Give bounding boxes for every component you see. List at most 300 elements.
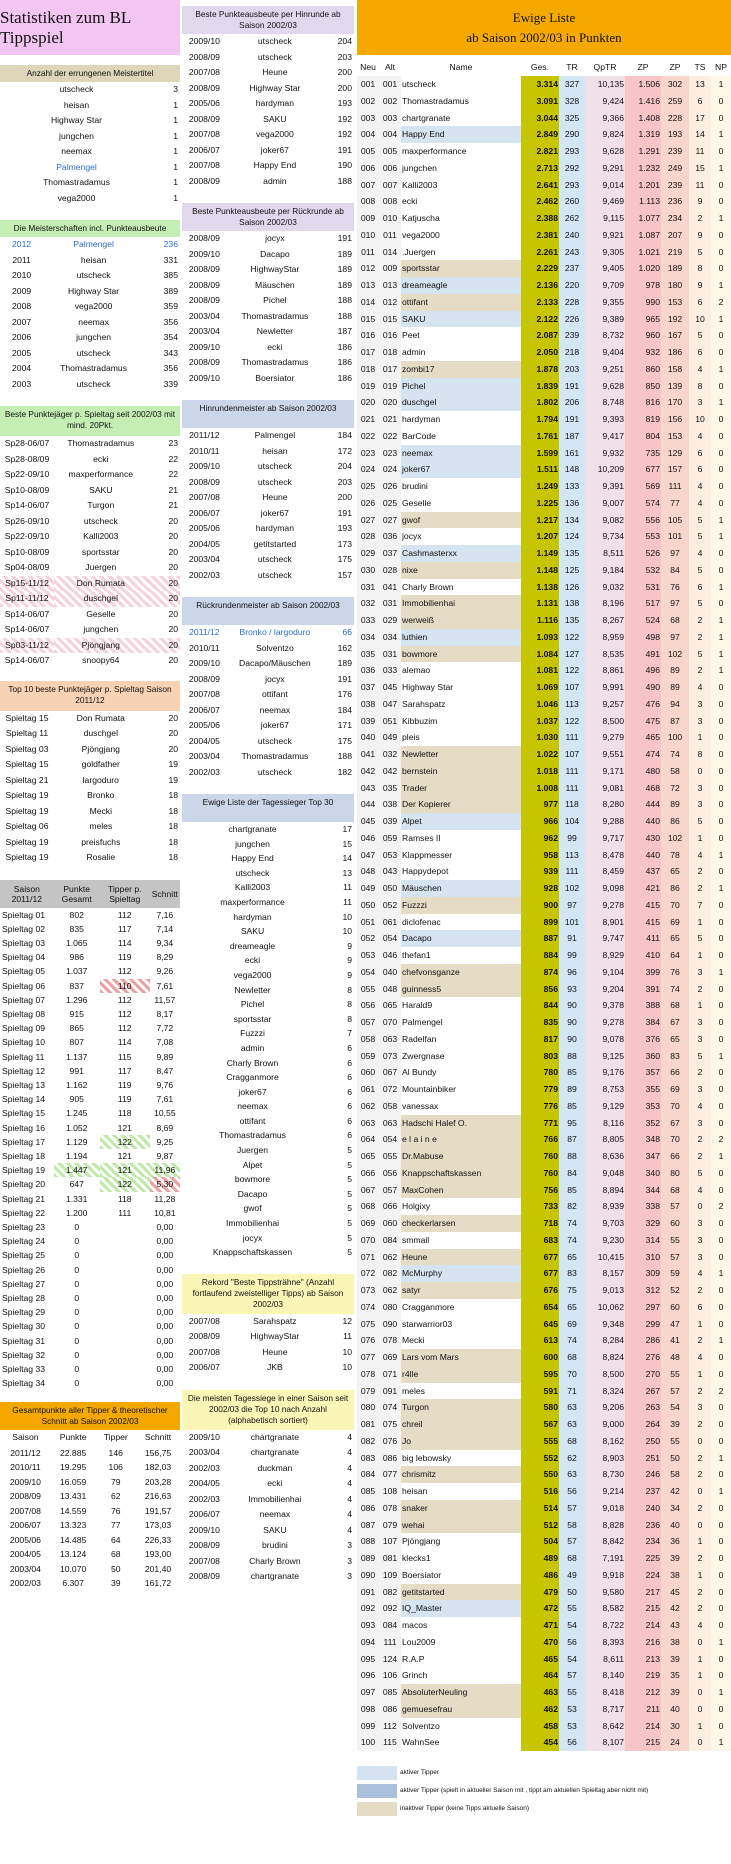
tipper-name: Klappmesser <box>402 849 453 860</box>
table-cell: 2007 <box>12 316 32 327</box>
table-cell: utscheck <box>257 766 292 777</box>
table-cell: 8,47 <box>156 1065 174 1076</box>
table-cell: 11 <box>343 882 352 893</box>
zp: 344 <box>625 1182 661 1199</box>
table-row <box>357 327 731 344</box>
rank-new: 083 <box>357 1450 379 1467</box>
zp: 1.021 <box>625 244 661 261</box>
table-row <box>182 81 354 97</box>
zp2: 64 <box>661 947 689 964</box>
rank-old: 039 <box>379 813 401 830</box>
table-cell: snoopy64 <box>82 655 120 665</box>
rank-old: 109 <box>379 1567 401 1584</box>
table-row <box>182 371 354 387</box>
qptr: 9,348 <box>585 1316 625 1333</box>
table-row <box>0 1489 180 1504</box>
table-cell: 9 <box>347 955 352 966</box>
qptr: 9,115 <box>585 210 625 227</box>
ewige-header-row <box>357 59 731 76</box>
rank-old: 062 <box>379 1249 401 1266</box>
zp2: 38 <box>661 1567 689 1584</box>
table-cell: 13.124 <box>59 1549 87 1560</box>
table-cell: 2003/04 <box>188 751 220 761</box>
table-cell: maxperformance <box>220 896 285 907</box>
table-row <box>0 560 180 576</box>
ts: 3 <box>689 1031 711 1048</box>
table-row <box>357 512 731 529</box>
table-cell: 2004/05 <box>9 1549 41 1560</box>
np: 0 <box>711 344 731 361</box>
table-row <box>182 324 354 340</box>
ts: 1 <box>689 1567 711 1584</box>
table-cell: Mecki <box>89 805 113 816</box>
rank-new: 044 <box>357 796 379 813</box>
table-cell: 203 <box>337 476 352 487</box>
table-cell: Spieltag 01 <box>2 909 46 920</box>
table-row <box>357 1600 731 1617</box>
table-cell: 114 <box>117 937 132 948</box>
table-cell: Sp11-11/12 <box>0 591 54 607</box>
table-row <box>182 718 354 734</box>
tipper-name: Highway Star <box>402 682 454 692</box>
table-row <box>357 76 731 93</box>
tr: 71 <box>559 1383 585 1400</box>
table-cell: vega2000 <box>57 192 96 203</box>
qptr: 7,191 <box>585 1550 625 1567</box>
zp: 860 <box>625 361 661 378</box>
qptr: 8,162 <box>585 1433 625 1450</box>
table-cell: 110 <box>100 979 150 993</box>
table-cell: Bronko <box>87 790 115 800</box>
table-row <box>182 672 354 688</box>
table-row <box>357 160 731 177</box>
rank-old: 025 <box>379 495 401 512</box>
table-cell: 2010 <box>12 270 32 280</box>
table-row <box>0 1248 180 1262</box>
ts: 0 <box>689 1634 711 1651</box>
ts: 5 <box>689 1048 711 1065</box>
table-row <box>357 277 731 294</box>
tr: 113 <box>559 696 585 713</box>
table-cell: 339 <box>163 378 178 389</box>
table-cell: 0 <box>74 1321 80 1332</box>
tr: 56 <box>559 1634 585 1651</box>
tr: 243 <box>559 244 585 261</box>
zp2: 42 <box>661 1483 689 1500</box>
table-cell: 0,00 <box>156 1349 174 1360</box>
table-row <box>357 1500 731 1517</box>
rank-new: 037 <box>357 679 379 696</box>
tr: 53 <box>559 1701 585 1718</box>
tr: 107 <box>559 746 585 763</box>
ts: 7 <box>689 897 711 914</box>
table-row <box>0 529 180 545</box>
table-cell: 7,72 <box>156 1023 174 1034</box>
tipper-name: Lou2009 <box>402 1636 436 1647</box>
np: 0 <box>711 897 731 914</box>
tr: 68 <box>559 1433 585 1450</box>
zp2: 35 <box>661 1667 689 1684</box>
table-row <box>182 837 354 852</box>
rank-old: 016 <box>379 327 401 344</box>
table-cell: 22 <box>168 469 178 479</box>
zp: 440 <box>625 847 661 864</box>
table-row <box>0 653 180 669</box>
table-cell: 119 <box>117 952 132 963</box>
table-row <box>0 993 180 1007</box>
table-cell: largoduro <box>82 774 119 785</box>
qptr: 9,230 <box>585 1232 625 1249</box>
table-row <box>0 268 180 284</box>
table-row <box>357 1215 731 1232</box>
points-total: 2.229 <box>521 260 559 277</box>
tipper-name: Fuzzzi <box>401 897 521 914</box>
zp2: 207 <box>661 227 689 244</box>
rank-new: 100 <box>357 1734 379 1751</box>
rank-old: 021 <box>379 411 401 428</box>
qptr: 8,753 <box>585 1081 625 1098</box>
ts: 5 <box>689 327 711 344</box>
zp2: 36 <box>661 1533 689 1550</box>
table-cell: 76 <box>110 1505 121 1516</box>
table-cell: 17 <box>342 824 352 834</box>
table-cell: Newletter <box>234 984 271 995</box>
table-cell: Sp28-08/09 <box>4 453 50 464</box>
points-total: 580 <box>521 1399 559 1416</box>
np: 0 <box>711 1031 731 1048</box>
points-total: 1.217 <box>521 512 559 529</box>
zp2: 68 <box>661 1182 689 1199</box>
hinrundenmeister-table <box>182 428 354 583</box>
rank-new: 014 <box>357 294 379 311</box>
tr: 49 <box>559 1567 585 1584</box>
tr: 125 <box>559 562 585 579</box>
tr: 107 <box>559 679 585 696</box>
table-cell: 389 <box>163 285 178 296</box>
table-cell: 14.485 <box>59 1534 87 1545</box>
tipper-name: admin <box>402 347 426 357</box>
rank-new: 070 <box>357 1232 379 1249</box>
zp2: 97 <box>661 545 689 562</box>
table-cell: 905 <box>69 1094 84 1105</box>
table-cell: 18 <box>168 821 178 831</box>
table-row <box>357 1165 731 1182</box>
zp: 1.232 <box>625 160 661 177</box>
table-cell: jocyx <box>265 233 285 243</box>
table-cell: 203,28 <box>144 1476 172 1487</box>
table-cell: Spieltag 03 <box>2 937 46 948</box>
zp: 430 <box>625 830 661 847</box>
zp2: 186 <box>661 344 689 361</box>
rank-old: 038 <box>379 796 401 813</box>
table-row <box>357 997 731 1014</box>
tipper-name: Holgixy <box>402 1201 431 1212</box>
ts: 3 <box>689 964 711 981</box>
zp2: 60 <box>661 1215 689 1232</box>
points-total: 555 <box>521 1433 559 1450</box>
table-cell: 356 <box>163 316 178 327</box>
rank-new: 078 <box>357 1366 379 1383</box>
table-cell: 2009/10 <box>188 372 220 383</box>
table-cell: 193,00 <box>144 1549 172 1560</box>
table-cell: neemax <box>78 316 109 327</box>
table-cell: 117 <box>117 923 132 934</box>
rank-new: 050 <box>357 897 379 914</box>
table-cell: Palmengel <box>56 161 97 172</box>
table-cell: Thomastradamus <box>241 310 309 321</box>
points-total: 1.839 <box>521 378 559 395</box>
table-row <box>182 1523 354 1539</box>
table-cell: 192 <box>337 113 352 124</box>
ts: 6 <box>689 445 711 462</box>
points-total: 835 <box>521 1014 559 1031</box>
table-row <box>357 579 731 596</box>
rank-new: 051 <box>357 914 379 931</box>
rank-new: 060 <box>357 1064 379 1081</box>
np: 0 <box>711 1165 731 1182</box>
zp2: 57 <box>661 1249 689 1266</box>
np: 0 <box>711 930 731 947</box>
table-row <box>0 1348 180 1362</box>
zp: 347 <box>625 1148 661 1165</box>
table-cell <box>100 1334 150 1348</box>
table-cell: 10,81 <box>154 1207 176 1218</box>
zp: 329 <box>625 1215 661 1232</box>
qptr: 10,135 <box>585 76 625 93</box>
table-row <box>0 1263 180 1277</box>
rank-old: 006 <box>379 160 401 177</box>
table-cell: 2008/09 <box>188 51 220 62</box>
table-cell <box>100 1277 150 1291</box>
table-cell: 2009/10 <box>188 658 220 668</box>
ts: 13 <box>689 76 711 93</box>
np: 0 <box>711 1232 731 1249</box>
table-cell: 182 <box>337 766 352 777</box>
table-cell: 0,00 <box>156 1250 174 1261</box>
ts: 5 <box>689 1165 711 1182</box>
table-cell: Spieltag 15 <box>5 712 49 723</box>
zp2: 89 <box>661 796 689 813</box>
table-cell: 2008/09 <box>9 1491 41 1502</box>
table-row <box>357 1299 731 1316</box>
points-total: 1.511 <box>521 461 559 478</box>
ts: 5 <box>689 930 711 947</box>
zp: 475 <box>625 713 661 730</box>
tipper-name: brudini <box>402 481 428 491</box>
tr: 50 <box>559 1584 585 1601</box>
tipper-name: IQ_Master <box>401 1600 521 1617</box>
zp: 299 <box>625 1316 661 1333</box>
rank-old: 054 <box>379 1131 401 1148</box>
qptr: 9,580 <box>585 1584 625 1601</box>
table-row <box>357 1483 731 1500</box>
table-cell: Heune <box>262 1346 288 1357</box>
table-cell: 2002/03 <box>188 569 220 580</box>
ts: 3 <box>689 1115 711 1132</box>
table-cell: 119 <box>117 1094 132 1105</box>
qptr: 8,324 <box>585 1383 625 1400</box>
tipper-name: Happy End <box>401 126 521 143</box>
table-cell: 114 <box>117 1037 132 1048</box>
table-row <box>357 1182 731 1199</box>
zp2: 87 <box>661 713 689 730</box>
zp: 399 <box>625 964 661 981</box>
tipper-name: Pichel <box>401 378 521 395</box>
np: 1 <box>711 1265 731 1282</box>
table-cell: 3 <box>173 84 178 94</box>
tr: 65 <box>559 1249 585 1266</box>
tr: 90 <box>559 1031 585 1048</box>
table-cell: 5 <box>347 1159 352 1170</box>
zp2: 70 <box>661 1098 689 1115</box>
table-cell: heisan <box>262 445 288 456</box>
table-cell: 7,14 <box>156 923 174 934</box>
hinrundenmeister-header: Hinrundenmeister ab Saison 2002/03 <box>182 400 354 428</box>
table-cell: Spieltag 12 <box>2 1065 46 1076</box>
table-row <box>182 293 354 309</box>
points-total: 756 <box>521 1182 559 1199</box>
tr: 191 <box>559 411 585 428</box>
tipper-name: bowmore <box>401 646 521 663</box>
qptr: 9,404 <box>585 344 625 361</box>
table-row <box>357 1584 731 1601</box>
zp: 1.506 <box>625 76 661 93</box>
qptr: 9,291 <box>585 160 625 177</box>
table-row <box>182 34 354 50</box>
tipper-name: Hadschi Halef O. <box>401 1115 521 1132</box>
ts: 2 <box>689 1466 711 1483</box>
table-row <box>0 979 180 993</box>
tr: 54 <box>559 1651 585 1668</box>
table-cell: 171 <box>337 720 352 730</box>
tipper-name: MaxCohen <box>401 1182 521 1199</box>
table-row <box>357 1098 731 1115</box>
table-row <box>357 394 731 411</box>
tr: 90 <box>559 997 585 1014</box>
tr: 63 <box>559 1399 585 1416</box>
tipper-name: .Juergen <box>402 246 436 257</box>
table-cell: Spieltag 28 <box>2 1292 46 1303</box>
np: 1 <box>711 76 731 93</box>
points-total: 718 <box>521 1215 559 1232</box>
zp: 219 <box>625 1667 661 1684</box>
ts: 8 <box>689 746 711 763</box>
points-total: 464 <box>521 1667 559 1684</box>
rank-old: 012 <box>379 294 401 311</box>
table-cell: Spieltag 07 <box>2 994 46 1005</box>
tipper-name: gemuesefrau <box>401 1701 521 1718</box>
table-cell: Immobilienhai <box>248 1493 302 1504</box>
table-cell: sportsstar <box>233 1013 272 1024</box>
table-cell: 0,00 <box>156 1236 174 1247</box>
table-row <box>357 763 731 780</box>
zp: 224 <box>625 1567 661 1584</box>
tipper-name: neemax <box>401 445 521 462</box>
table-cell: 2011/12 <box>189 627 220 637</box>
table-cell: preisfuchs <box>81 836 121 847</box>
zp: 490 <box>625 679 661 696</box>
zp: 1.416 <box>625 93 661 110</box>
qptr: 9,747 <box>585 930 625 947</box>
qptr: 8,418 <box>585 1684 625 1701</box>
zp: 267 <box>625 1383 661 1400</box>
points-total: 567 <box>521 1416 559 1433</box>
tr: 118 <box>559 796 585 813</box>
ts: 1 <box>689 1316 711 1333</box>
rank-new: 089 <box>357 1550 379 1567</box>
table-cell: 20 <box>168 624 178 634</box>
table-row <box>357 662 731 679</box>
table-cell: Spieltag 17 <box>2 1136 46 1147</box>
qptr: 9,014 <box>585 177 625 194</box>
tr: 56 <box>559 1734 585 1751</box>
table-cell: 122 <box>100 1135 150 1149</box>
table-cell: vega2000 <box>233 969 272 980</box>
table-cell: 2008/09 <box>188 279 220 290</box>
np: 0 <box>711 461 731 478</box>
table-cell: 191 <box>337 673 352 684</box>
table-cell: Mäuschen <box>255 279 295 290</box>
np: 0 <box>711 1098 731 1115</box>
table-cell: 2007/08 <box>188 160 220 170</box>
points-total: 856 <box>521 981 559 998</box>
rank-new: 087 <box>357 1517 379 1534</box>
rank-new: 081 <box>357 1416 379 1433</box>
qptr: 8,929 <box>585 947 625 964</box>
table-row <box>357 1667 731 1684</box>
table-cell: 10 <box>342 1346 352 1357</box>
tipper-name: Cashmasterxx <box>401 545 521 562</box>
table-row <box>357 930 731 947</box>
ts: 4 <box>689 1617 711 1634</box>
table-cell: 2004/05 <box>188 538 220 549</box>
qptr: 8,611 <box>585 1651 625 1668</box>
ts: 2 <box>689 1131 711 1148</box>
table-cell: 2004/05 <box>188 735 220 746</box>
tr: 90 <box>559 1014 585 1031</box>
table-cell: 11 <box>343 896 352 907</box>
table-cell: 2011 <box>12 254 31 265</box>
punktejaeger-header: Beste Punktejäger p. Spieltag seit 2002/03 mit mind. 20Pkt. <box>0 406 180 436</box>
qptr: 8,824 <box>585 1349 625 1366</box>
table-row <box>182 1158 354 1173</box>
table-row <box>357 1651 731 1668</box>
legend-label-missed: aktiver Tipper (spielt in aktueller Saison mit , tippt am aktuellen Spieltag aber nicht mit) <box>400 1787 649 1794</box>
np: 2 <box>711 1131 731 1148</box>
table-cell: 188 <box>337 175 352 186</box>
ts: 5 <box>689 512 711 529</box>
table-cell: 20 <box>168 515 178 526</box>
rank-old: 084 <box>379 1617 401 1634</box>
tipper-name: getitstarted <box>401 1584 521 1601</box>
zp2: 67 <box>661 1115 689 1132</box>
zp: 569 <box>625 478 661 495</box>
ts: 1 <box>689 1667 711 1684</box>
table-cell: 7,08 <box>156 1037 174 1048</box>
zp: 234 <box>625 1533 661 1550</box>
table-cell: Spieltag 19 <box>2 1165 46 1176</box>
table-cell: utscheck <box>257 569 292 580</box>
table-row <box>182 1476 354 1492</box>
table-cell: Spieltag 29 <box>2 1307 46 1318</box>
table-cell: chartgranate <box>228 824 277 834</box>
ts: 9 <box>689 277 711 294</box>
zp2: 65 <box>661 1031 689 1048</box>
points-total: 683 <box>521 1232 559 1249</box>
table-cell: 6 <box>347 1072 352 1083</box>
qptr: 8,903 <box>585 1450 625 1467</box>
column-header: Neu <box>357 59 379 76</box>
